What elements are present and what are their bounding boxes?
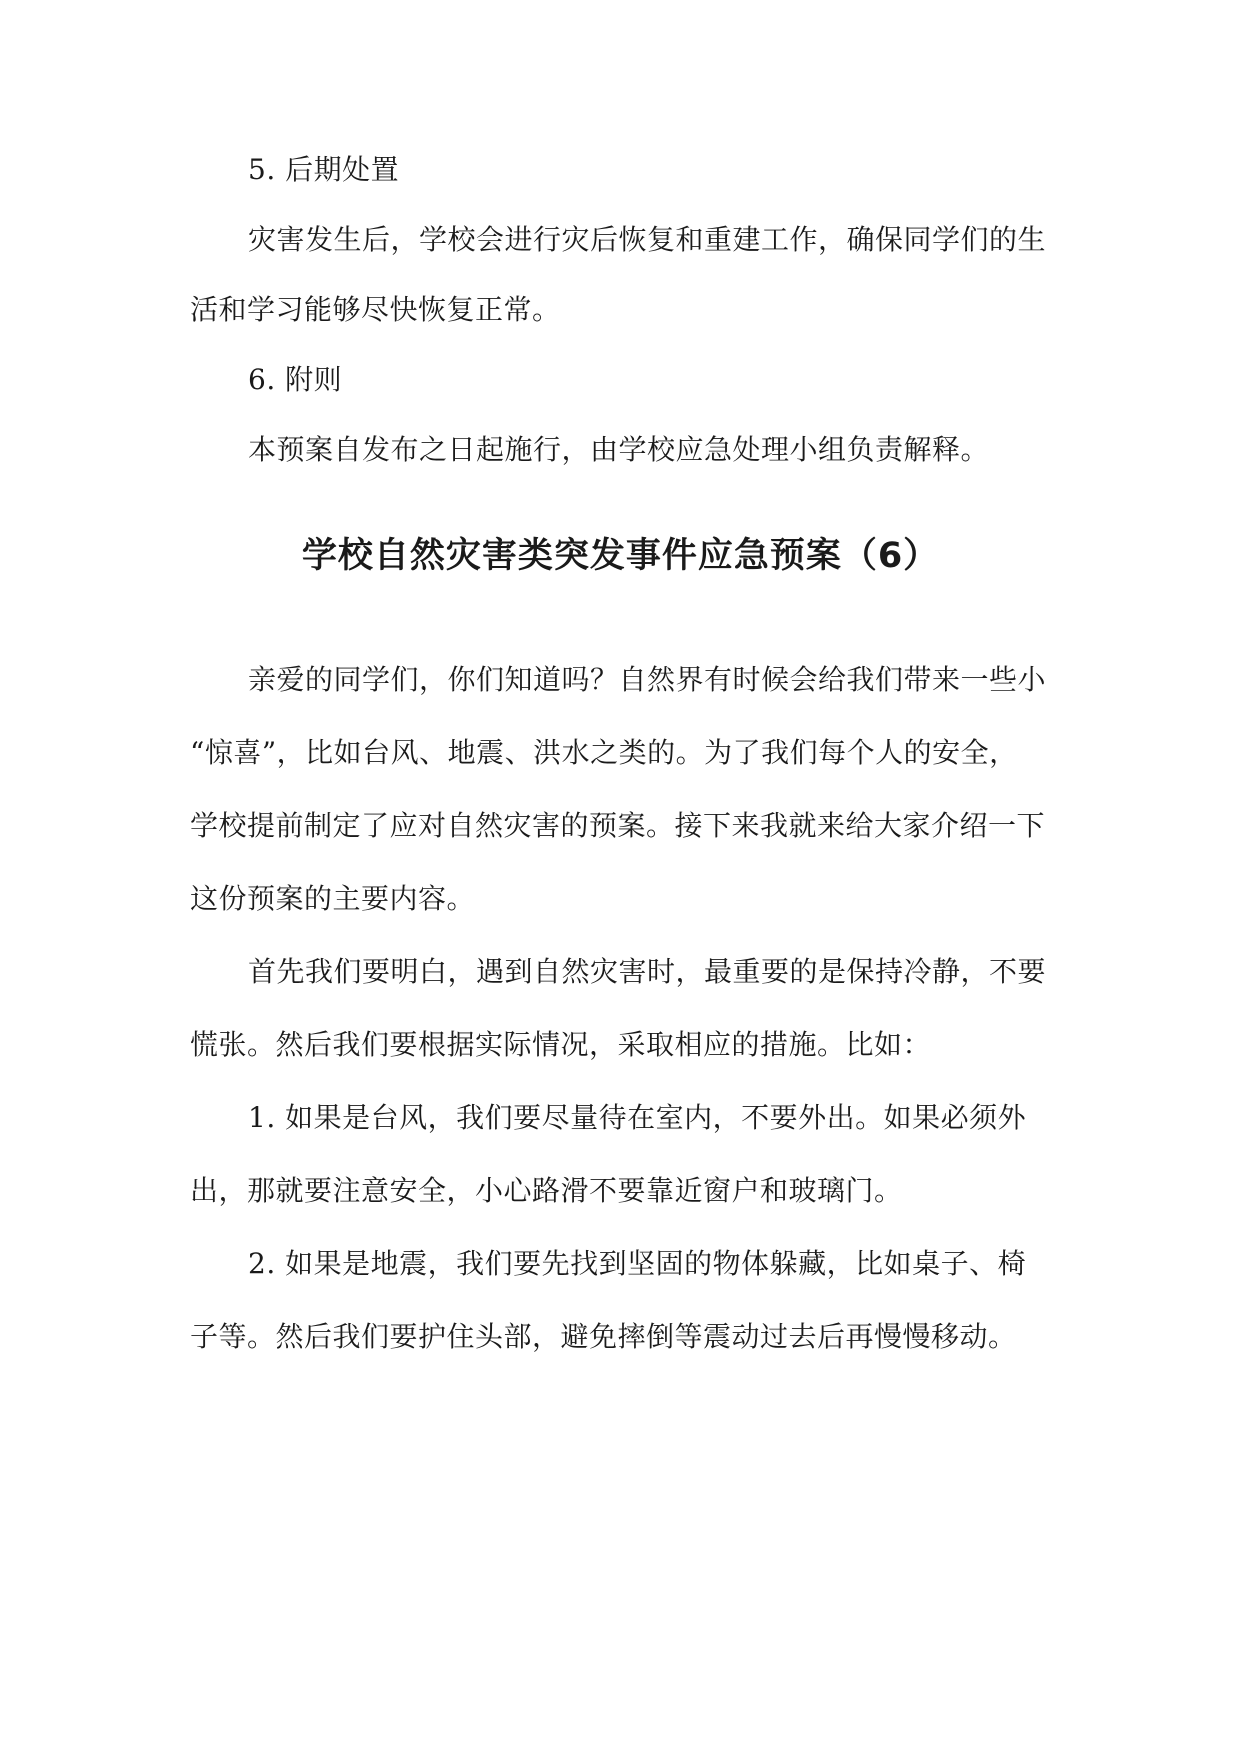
paragraph-line: 活和学习能够尽快恢复正常。 <box>190 293 561 326</box>
paragraph-line: 首先我们要明白，遇到自然灾害时，最重要的是保持冷静，不要 <box>248 955 1047 988</box>
paragraph-line: 子等。然后我们要护住头部，避免摔倒等震动过去后再慢慢移动。 <box>190 1320 1017 1353</box>
paragraph-line: 灾害发生后，学校会进行灾后恢复和重建工作，确保同学们的生 <box>248 223 1047 256</box>
paragraph-line: 出，那就要注意安全，小心路滑不要靠近窗户和玻璃门。 <box>190 1174 903 1207</box>
paragraph-line: 学校提前制定了应对自然灾害的预案。接下来我就来给大家介绍一下 <box>190 809 1046 842</box>
list-item-1: 1. 如果是台风，我们要尽量待在室内，不要外出。如果必须外 <box>248 1101 1027 1134</box>
paragraph-line: “惊喜”，比如台风、地震、洪水之类的。为了我们每个人的安全， <box>190 736 1018 769</box>
paragraph-line: 慌张。然后我们要根据实际情况，采取相应的措施。比如： <box>190 1028 932 1061</box>
section-heading-6: 6. 附则 <box>248 363 343 396</box>
list-item-2: 2. 如果是地震，我们要先找到坚固的物体躲藏，比如桌子、椅 <box>248 1247 1027 1280</box>
paragraph-line: 亲爱的同学们，你们知道吗？自然界有时候会给我们带来一些小 <box>248 663 1047 696</box>
paragraph-line: 本预案自发布之日起施行，由学校应急处理小组负责解释。 <box>248 433 990 466</box>
document-title: 学校自然灾害类突发事件应急预案（6） <box>301 536 940 576</box>
paragraph-line: 这份预案的主要内容。 <box>190 882 476 915</box>
section-heading-5: 5. 后期处置 <box>248 153 400 186</box>
